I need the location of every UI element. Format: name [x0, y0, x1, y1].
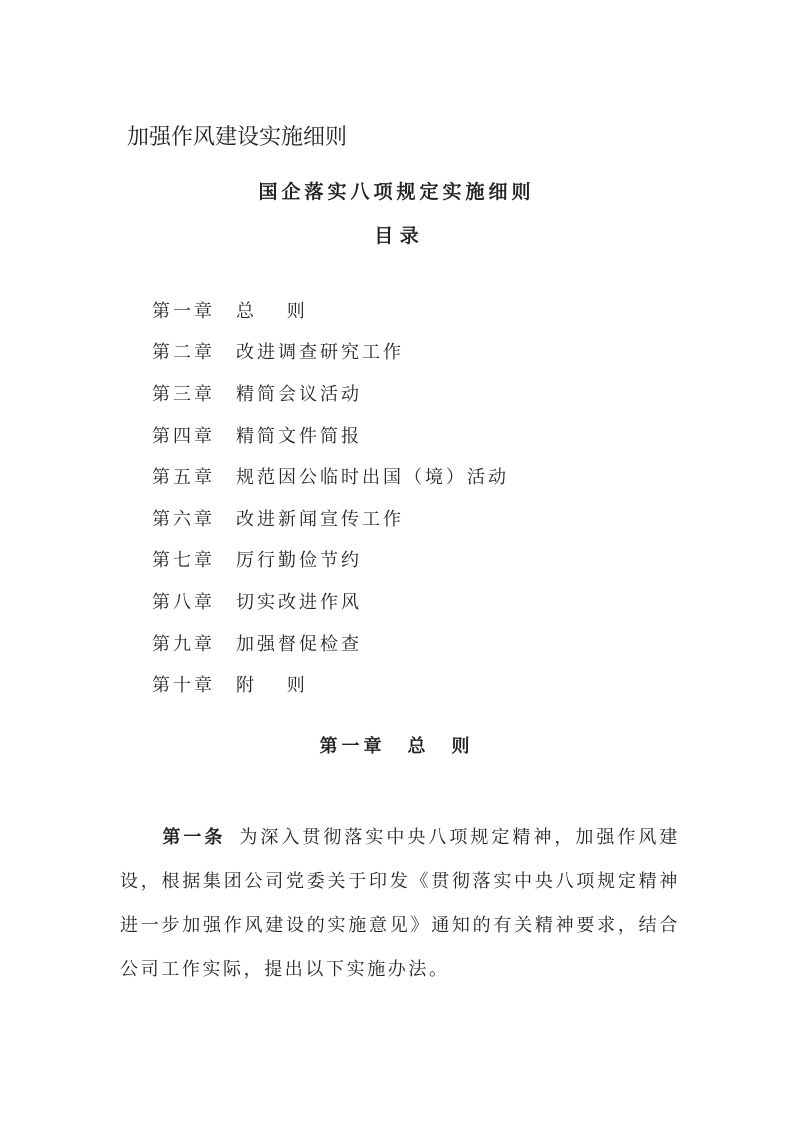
toc-item-chapter-3[interactable]: [152, 372, 509, 414]
article-one-paragraph: [120, 816, 680, 992]
toc-heading: 目 录: [374, 225, 419, 247]
article-label: 第一条: [162, 827, 226, 848]
toc-chapter-number: 第七章: [152, 550, 215, 572]
toc-chapter-number: 第八章: [152, 591, 215, 613]
toc-chapter-title: 改进调查研究工作: [236, 342, 404, 364]
toc-item-chapter-10[interactable]: [152, 663, 509, 705]
toc-chapter-number: 第九章: [152, 633, 215, 655]
toc-chapter-title: 加强督促检查: [236, 633, 362, 655]
toc-chapter-title: 附 则: [236, 675, 308, 697]
toc-item-chapter-9[interactable]: [152, 622, 509, 664]
toc-chapter-title: 改进新闻宣传工作: [236, 508, 404, 530]
toc-item-chapter-8[interactable]: [152, 580, 509, 622]
toc-chapter-title: 总 则: [236, 300, 308, 322]
toc-chapter-title: 精简文件简报: [236, 425, 362, 447]
toc-item-chapter-7[interactable]: [152, 539, 509, 581]
toc-chapter-title: 精简会议活动: [236, 383, 362, 405]
toc-chapter-number: 第五章: [152, 467, 215, 489]
toc-chapter-number: 第一章: [152, 300, 215, 322]
toc-chapter-number: 第三章: [152, 383, 215, 405]
article-text: 为深入贯彻落实中央八项规定精神，加强作风建设，根据集团公司党委关于印发《贯彻落实中央八项规定精神进一步加强作风建设的实施意见》通知的有关精神要求，结合公司工作实际，提出以下实施办法。: [120, 827, 680, 980]
toc-item-chapter-2[interactable]: [152, 331, 509, 373]
toc-item-chapter-1[interactable]: [152, 289, 509, 331]
table-of-contents: [152, 289, 509, 705]
toc-item-chapter-4[interactable]: [152, 414, 509, 456]
document-subtitle: 国企落实八项规定实施细则: [258, 181, 535, 203]
toc-chapter-number: 第十章: [152, 675, 215, 697]
toc-chapter-title: 规范因公临时出国（境）活动: [236, 467, 509, 489]
document-title: 加强作风建设实施细则: [127, 125, 348, 150]
toc-chapter-number: 第二章: [152, 342, 215, 364]
chapter-heading-number: 第一章: [319, 736, 386, 757]
toc-chapter-title: 切实改进作风: [236, 591, 362, 613]
chapter-heading-title: 总 则: [407, 736, 474, 757]
toc-item-chapter-5[interactable]: [152, 455, 509, 497]
toc-chapter-number: 第六章: [152, 508, 215, 530]
toc-chapter-number: 第四章: [152, 425, 215, 447]
chapter-one-heading: [0, 733, 793, 761]
toc-item-chapter-6[interactable]: [152, 497, 509, 539]
toc-chapter-title: 厉行勤俭节约: [236, 550, 362, 572]
